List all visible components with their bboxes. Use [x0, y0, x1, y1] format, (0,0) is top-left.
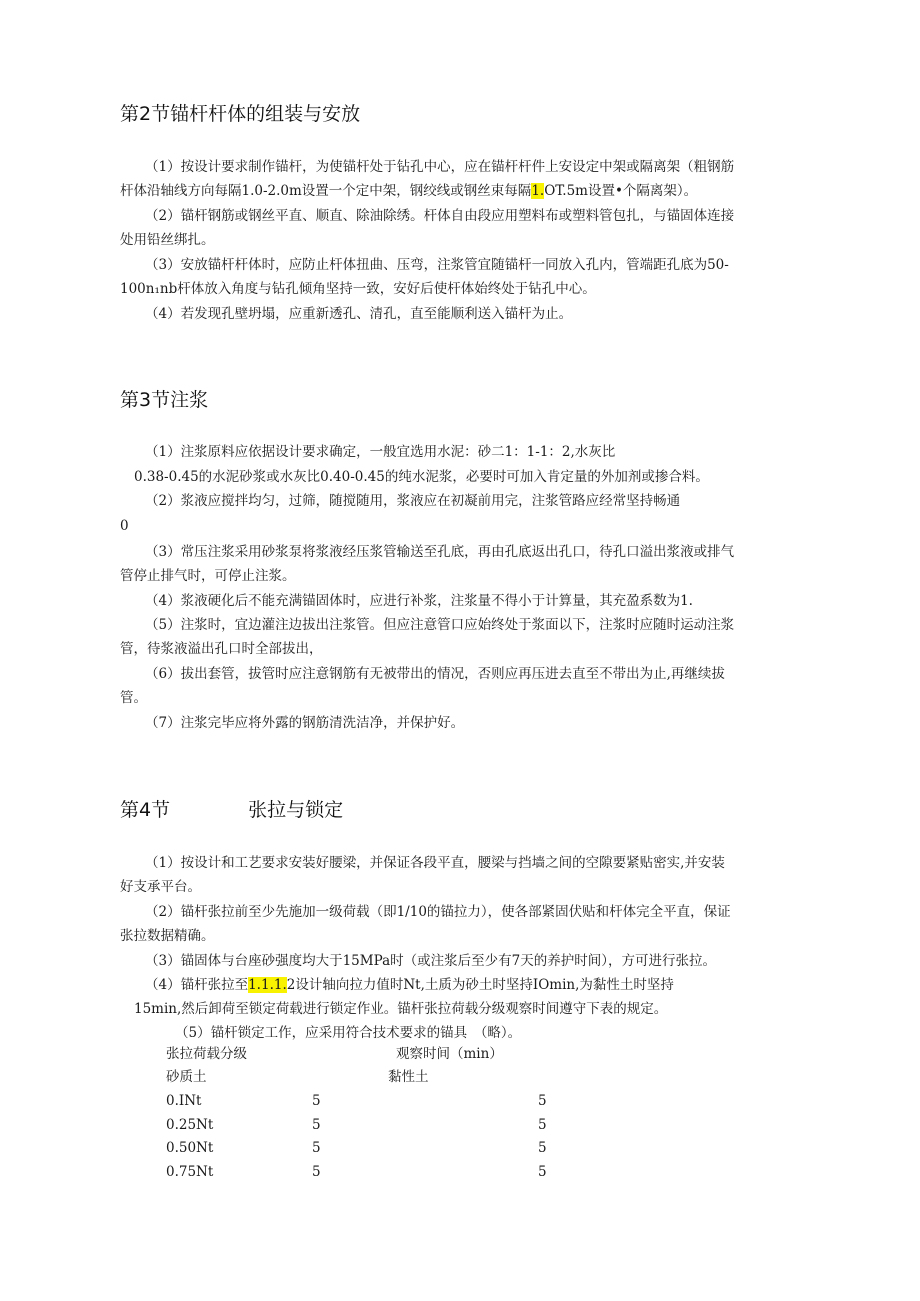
table-header-sand: 砂质土	[166, 1069, 207, 1085]
s4-highlight: 1.1.1.	[248, 977, 287, 993]
s4-para-3: （3）锚固体与台座砂强度均大于15MPa时（或注浆后至少有7天的养护时间），方可进行张拉。	[145, 953, 716, 969]
table-row-1-load: 0.INt	[166, 1093, 202, 1109]
table-row-3-clay: 5	[538, 1140, 547, 1156]
section-2-title: 第2节锚杆杆体的组装与安放	[120, 103, 361, 125]
s3-para-1-line-1: （1）注浆原料应依据设计要求确定，一般宜选用水泥：砂二1：1-1：2,水灰比	[145, 444, 616, 460]
s2-highlight: 1.	[531, 183, 545, 199]
table-row-2-sand: 5	[312, 1117, 321, 1133]
table-row-1-clay: 5	[538, 1093, 547, 1109]
s2-para-2-line-1: （2）锚杆钢筋或钢丝平直、顺直、除油除绣。杆体自由段应用塑料布或塑料管包扎，与锚固体连接	[145, 208, 735, 224]
s2-para-3-line-1: （3）安放锚杆杆体时，应防止杆体扭曲、压弯，注浆管宜随锚杆一同放入孔内，管端距孔底为50-	[145, 257, 729, 273]
s3-para-4: （4）浆液硬化后不能充满锚固体时，应进行补浆，注浆量不得小于计算量，其充盈系数为1.	[145, 593, 693, 609]
s3-para-5-line-2: 管，待浆液溢出孔口时全部拔出，	[120, 641, 323, 657]
table-row-3-load: 0.50Nt	[166, 1140, 214, 1156]
s3-para-6-line-2: 管。	[120, 690, 147, 706]
table-row-1-sand: 5	[312, 1093, 321, 1109]
s4-para-2-line-2: 张拉数据精确。	[120, 928, 215, 944]
s2-para-2-line-2: 处用铅丝绑扎。	[120, 232, 215, 248]
s3-para-3-line-2: 管停止排气时，可停止注浆。	[120, 568, 296, 584]
s2-para-1-line-2-post: OT.5m设置•个隔离架）。	[544, 183, 698, 199]
s4-para-4-line-2: 15min,然后卸荷至锁定荷载进行锁定作业。锚杆张拉荷载分级观察时间遵守下表的规定。	[134, 1001, 668, 1017]
s3-para-5-line-1: （5）注浆时，宜边灌注边拔出注浆管。但应注意管口应始终处于浆面以下，注浆时应随时运动注浆	[145, 617, 735, 633]
s4-para-5: （5）锚杆锁定工作，应采用符合技术要求的锚具 （略）。	[175, 1025, 522, 1041]
s4-para-2-line-1: （2）锚杆张拉前至少先施加一级荷载（即1/10的锚拉力），使各部紧固伏贴和杆体完全平直，保证	[145, 904, 731, 920]
s3-para-1-line-2: 0.38-0.45的水泥砂浆或水灰比0.40-0.45的纯水泥浆，必要时可加入肯定量的外加剂或掺合料。	[134, 469, 709, 485]
table-row-4-load: 0.75Nt	[166, 1164, 214, 1180]
section-4-number: 第4节	[120, 799, 171, 821]
s4-para-1-line-2: 好支承平台。	[120, 879, 201, 895]
table-header-clay: 黏性土	[388, 1069, 429, 1085]
table-row-4-sand: 5	[312, 1164, 321, 1180]
table-header-load: 张拉荷载分级	[166, 1046, 247, 1062]
s3-para-6-line-1: （6）拔出套管，拔管时应注意钢筋有无被带出的情况，否则应再压进去直至不带出为止,再继续拔	[145, 666, 725, 682]
s4-para-1-line-1: （1）按设计和工艺要求安装好腰梁，并保证各段平直，腰梁与挡墙之间的空隙要紧贴密实,并安装	[145, 855, 725, 871]
table-row-3-sand: 5	[312, 1140, 321, 1156]
s2-para-1-line-2	[120, 179, 697, 203]
section-3-title: 第3节注浆	[120, 389, 209, 411]
s2-para-1-line-1: （1）按设计要求制作锚杆，为使锚杆处于钻孔中心，应在锚杆杆件上安设定中架或隔离架（粗钢筋	[145, 159, 735, 175]
s2-para-4: （4）若发现孔壁坍塌，应重新透孔、清孔，直至能顺利送入锚杆为止。	[145, 306, 573, 322]
s3-para-2-line-2: 0	[120, 518, 129, 534]
s3-para-2-line-1: （2）浆液应搅拌均匀，过筛，随搅随用，浆液应在初凝前用完，注浆管路应经常坚持畅通	[145, 493, 681, 509]
section-4-title	[120, 795, 343, 822]
table-row-4-clay: 5	[538, 1164, 547, 1180]
s4-para-4-post: 2设计轴向拉力值时Nt,土质为砂土时坚持IOmin,为黏性土时坚持	[286, 977, 674, 993]
s4-para-4-pre: （4）锚杆张拉至	[145, 977, 249, 993]
s3-para-7: （7）注浆完毕应将外露的钢筋清洗洁净，并保护好。	[145, 715, 465, 731]
table-row-2-clay: 5	[538, 1117, 547, 1133]
s4-para-4-line-1	[145, 973, 674, 997]
s2-para-3-line-2: 100n₁nb杆体放入角度与钻孔倾角坚持一致，安好后使杆体始终处于钻孔中心。	[120, 281, 596, 297]
section-4-name: 张拉与锁定	[248, 799, 344, 821]
table-header-time: 观察时间（min）	[396, 1046, 503, 1062]
table-row-2-load: 0.25Nt	[166, 1117, 214, 1133]
s3-para-3-line-1: （3）常压注浆采用砂浆泵将浆液经压浆管输送至孔底，再由孔底返出孔口，待孔口溢出浆液或排气	[145, 544, 735, 560]
s2-para-1-line-2-pre: 杆体沿轴线方向每隔1.0-2.0m设置一个定中架，钢绞线或钢丝束每隔	[120, 183, 532, 199]
